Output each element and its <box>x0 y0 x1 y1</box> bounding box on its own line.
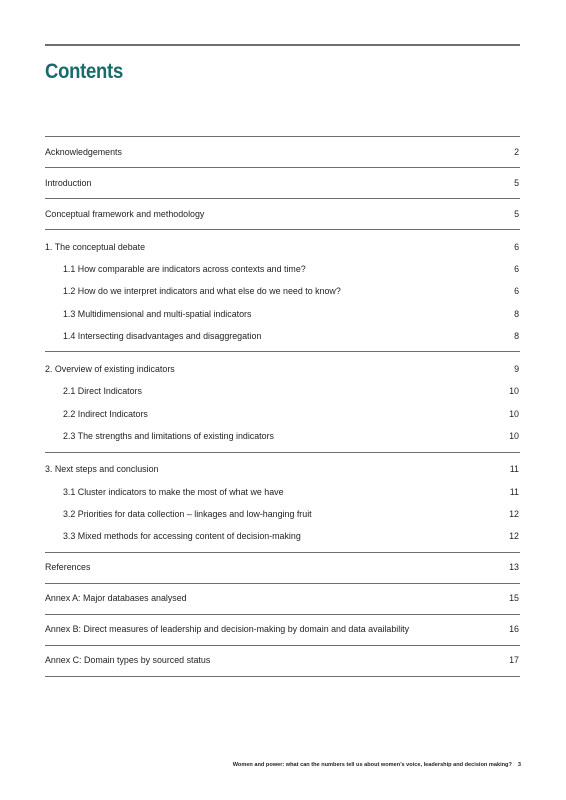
toc-subentry[interactable] <box>45 503 520 525</box>
toc-entry[interactable] <box>45 358 520 380</box>
toc-entry-label: 3. Next steps and conclusion <box>45 464 159 475</box>
top-rule <box>45 44 520 46</box>
toc-entry-label: 1. The conceptual debate <box>45 241 146 252</box>
toc-subentry[interactable] <box>45 481 520 503</box>
toc-entry-page: 10 <box>509 408 519 419</box>
toc-section <box>45 584 520 615</box>
toc-entry[interactable] <box>45 236 520 258</box>
footer-text: Women and power: what can the numbers tell us about women’s voice, leadership and decision making? <box>232 762 512 768</box>
toc-subentry[interactable] <box>45 526 520 548</box>
toc-section <box>45 553 520 584</box>
toc-section <box>45 646 520 677</box>
toc-entry-label: 2.2 Indirect Indicators <box>63 408 148 419</box>
toc-section <box>45 168 520 199</box>
toc-entry-page: 6 <box>514 263 519 274</box>
toc-entry[interactable] <box>45 168 520 198</box>
toc-entry-page: 5 <box>514 177 519 188</box>
toc-entry-page: 8 <box>514 308 519 319</box>
toc-subentry[interactable] <box>45 303 520 325</box>
toc-entry-page: 9 <box>514 364 519 375</box>
toc-entry-label: 1.2 How do we interpret indicators and what else do we need to know? <box>63 286 341 297</box>
toc-entry-label: Acknowledgements <box>45 146 122 157</box>
toc-section <box>45 352 520 452</box>
toc-entry-label: 2. Overview of existing indicators <box>45 364 175 375</box>
toc-section <box>45 230 520 352</box>
toc-entry-page: 5 <box>514 208 519 219</box>
toc-subentry[interactable] <box>45 325 520 347</box>
toc-entry-page: 10 <box>509 386 519 397</box>
toc-entry-page: 17 <box>509 655 519 666</box>
toc-entry-page: 8 <box>514 330 519 341</box>
toc-entry[interactable] <box>45 646 520 676</box>
toc-subentry[interactable] <box>45 425 520 447</box>
toc-entry-label: 3.3 Mixed methods for accessing content of decision-making <box>63 531 301 542</box>
page-footer <box>233 762 521 768</box>
toc-entry-page: 6 <box>514 286 519 297</box>
toc-subentry[interactable] <box>45 403 520 425</box>
toc-section <box>45 615 520 646</box>
toc-entry-label: 1.3 Multidimensional and multi-spatial indicators <box>63 308 252 319</box>
toc-entry-label: 1.4 Intersecting disadvantages and disaggregation <box>63 330 262 341</box>
toc-entry-label: 1.1 How comparable are indicators across contexts and time? <box>63 263 306 274</box>
toc-section <box>45 453 520 553</box>
toc-entry-page: 13 <box>509 562 519 573</box>
toc-entry[interactable] <box>45 553 520 583</box>
footer-page-number: 3 <box>517 762 521 768</box>
toc-entry[interactable] <box>45 199 520 229</box>
toc-entry-label: Annex C: Domain types by sourced status <box>45 655 211 666</box>
toc-entry[interactable] <box>45 615 520 645</box>
toc-entry-page: 16 <box>509 624 519 635</box>
toc-subentry[interactable] <box>45 381 520 403</box>
toc-section <box>45 199 520 230</box>
toc-entry-label: Introduction <box>45 177 92 188</box>
toc-section <box>45 137 520 168</box>
toc-entry[interactable] <box>45 459 520 481</box>
toc-entry-page: 15 <box>509 593 519 604</box>
toc-entry-label: Conceptual framework and methodology <box>45 208 205 219</box>
toc-entry-page: 12 <box>509 508 519 519</box>
toc-entry-label: References <box>45 562 91 573</box>
toc-subentry[interactable] <box>45 281 520 303</box>
toc-entry-page: 12 <box>509 531 519 542</box>
table-of-contents <box>45 136 520 677</box>
toc-entry-page: 11 <box>509 486 519 497</box>
toc-entry[interactable] <box>45 137 520 167</box>
toc-entry[interactable] <box>45 584 520 614</box>
toc-entry-page: 10 <box>509 431 519 442</box>
toc-entry-label: 3.2 Priorities for data collection – linkages and low-hanging fruit <box>63 508 312 519</box>
toc-entry-label: 2.3 The strengths and limitations of existing indicators <box>63 431 274 442</box>
toc-entry-label: Annex A: Major databases analysed <box>45 593 187 604</box>
toc-entry-page: 11 <box>509 464 519 475</box>
page-title: Contents <box>45 60 123 83</box>
toc-entry-page: 6 <box>514 241 519 252</box>
toc-entry-label: Annex B: Direct measures of leadership and decision-making by domain and data availability <box>45 624 410 635</box>
toc-entry-label: 2.1 Direct Indicators <box>63 386 142 397</box>
toc-entry-page: 2 <box>514 146 519 157</box>
toc-subentry[interactable] <box>45 258 520 280</box>
toc-entry-label: 3.1 Cluster indicators to make the most of what we have <box>63 486 284 497</box>
